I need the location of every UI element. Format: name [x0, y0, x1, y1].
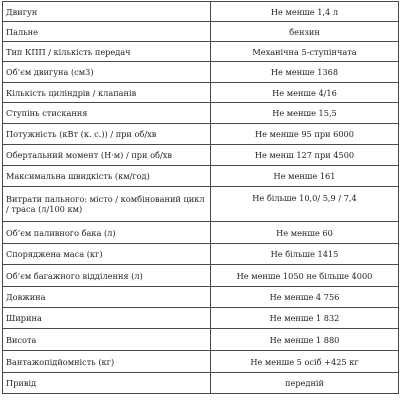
table-row — [3, 265, 399, 287]
param-cell: Привід — [3, 373, 211, 394]
param-cell: Висота — [3, 329, 211, 351]
table-row — [3, 83, 399, 103]
value-cell: Не менше 15,5 — [211, 103, 399, 124]
value-cell: Не менше 1 880 — [211, 329, 399, 351]
param-cell: Тип КПП / кількість передач — [3, 42, 211, 62]
table-row — [3, 308, 399, 329]
table-row — [3, 62, 399, 83]
param-cell: Ступінь стискання — [3, 103, 211, 124]
param-cell: Об’єм паливного бака (л) — [3, 222, 211, 244]
param-cell: Обертальний момент (Н·м) / при об/хв — [3, 145, 211, 166]
value-cell: передній — [211, 373, 399, 394]
value-cell: Не більше 10,0/ 5,9 / 7,4 — [211, 187, 399, 222]
value-cell: Не більше 1415 — [211, 244, 399, 265]
param-cell: Об’єм багажного відділення (л) — [3, 265, 211, 287]
value-cell: Не менше 5 осіб +425 кг — [211, 351, 399, 373]
value-cell: Не менш 127 при 4500 — [211, 145, 399, 166]
table-row — [3, 2, 399, 22]
value-cell: Не менше 1 832 — [211, 308, 399, 329]
table-row — [3, 187, 399, 222]
table-row — [3, 351, 399, 373]
param-cell: Об’єм двигуна (см3) — [3, 62, 211, 83]
table-row — [3, 244, 399, 265]
table-row — [3, 145, 399, 166]
value-cell: Не менше 4/16 — [211, 83, 399, 103]
table-row — [3, 22, 399, 42]
value-cell: Не менше 95 при 6000 — [211, 124, 399, 145]
value-cell: Не менше 1368 — [211, 62, 399, 83]
table-row — [3, 222, 399, 244]
table-row — [3, 42, 399, 62]
param-cell: Двигун — [3, 2, 211, 22]
value-cell: бензин — [211, 22, 399, 42]
value-cell: Механічна 5-ступінчата — [211, 42, 399, 62]
table-row — [3, 287, 399, 308]
param-cell: Кількість циліндрів / клапанів — [3, 83, 211, 103]
param-cell: Витрати пального: місто / комбінований цикл / траса (л/100 км) — [3, 187, 211, 222]
value-cell: Не менше 1050 не більше 4000 — [211, 265, 399, 287]
spec-table — [2, 1, 399, 394]
param-cell: Потужність (кВт (к. с.)) / при об/хв — [3, 124, 211, 145]
param-cell: Вантажопідйомність (кг) — [3, 351, 211, 373]
table-row — [3, 166, 399, 187]
table-row — [3, 373, 399, 394]
table-row — [3, 103, 399, 124]
value-cell: Не менше 161 — [211, 166, 399, 187]
param-cell: Пальне — [3, 22, 211, 42]
value-cell: Не менше 60 — [211, 222, 399, 244]
param-cell: Максимальна швидкість (км/год) — [3, 166, 211, 187]
table-row — [3, 329, 399, 351]
param-cell: Споряджена маса (кг) — [3, 244, 211, 265]
value-cell: Не менше 4 756 — [211, 287, 399, 308]
table-row — [3, 124, 399, 145]
value-cell: Не менше 1,4 л — [211, 2, 399, 22]
param-cell: Довжина — [3, 287, 211, 308]
param-cell: Ширина — [3, 308, 211, 329]
